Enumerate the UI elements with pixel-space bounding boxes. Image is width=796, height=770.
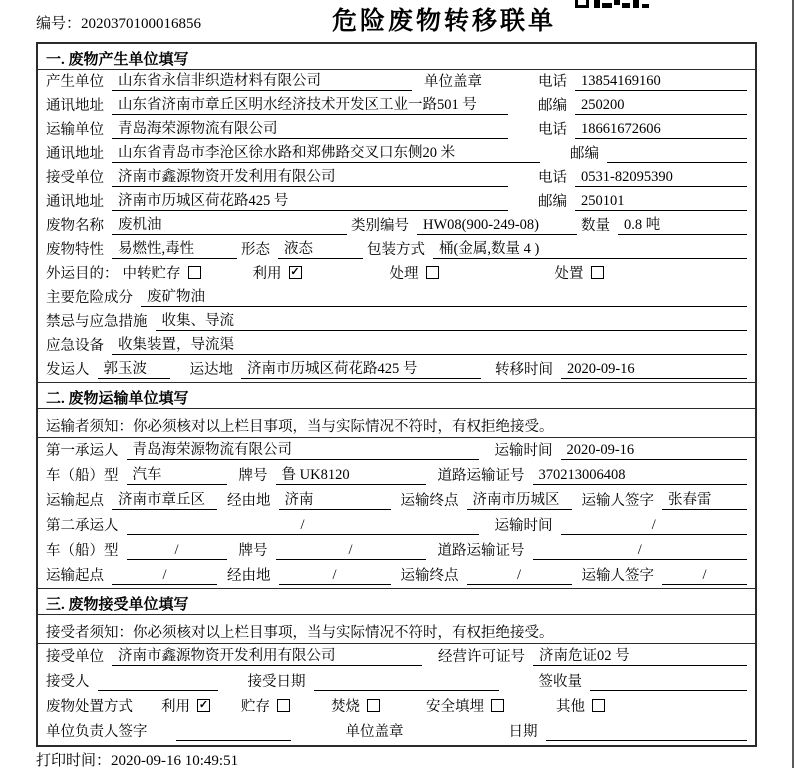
field-transfer-date xyxy=(495,360,747,379)
form-row xyxy=(46,238,747,262)
outbound-purpose-label: 外运目的： xyxy=(46,266,119,282)
field-label: 主要危险成分 xyxy=(46,290,133,306)
checkbox-label: 利用 xyxy=(161,699,190,715)
field-producer-phone xyxy=(538,72,747,91)
serial-label: 编号： xyxy=(36,16,82,32)
section-transport-title: 二. 废物运输单位填写 xyxy=(38,383,755,409)
section-receiver-rows xyxy=(38,644,755,744)
field-waste-form xyxy=(241,240,363,259)
field-value-underline xyxy=(176,723,291,741)
field-vehicle-type-1 xyxy=(46,466,227,485)
field-label: 电话 xyxy=(538,74,567,90)
form-row xyxy=(46,719,747,744)
field-label: 运输起点 xyxy=(46,493,104,509)
company-seal-label: 单位盖章 xyxy=(424,74,482,90)
field-transport-destination-2 xyxy=(401,566,572,585)
field-value-underline: / xyxy=(662,566,747,585)
checkbox-item-disposal-safe-landfill xyxy=(426,698,504,716)
field-carrier-signature-2 xyxy=(582,566,748,585)
checkbox-item-disposal-incinerate xyxy=(331,698,380,716)
receiver-notice: 接受者须知：你必须核对以上栏目事项，当与实际情况不符时，有权拒绝接受。 xyxy=(38,615,755,644)
checkbox-item-disposal-storage xyxy=(241,698,290,716)
form-row xyxy=(46,563,747,588)
field-label: 车（船）型 xyxy=(46,468,119,484)
checkbox-item-purpose-dispose xyxy=(555,265,604,283)
field-via-place-1 xyxy=(227,491,391,510)
field-value-underline xyxy=(314,673,499,691)
checkbox-item-purpose-treat xyxy=(390,265,439,283)
field-value-underline: 0.8 吨 xyxy=(618,216,747,235)
field-label: 发运人 xyxy=(46,362,90,378)
field-receipt-date xyxy=(248,673,499,691)
form-row xyxy=(46,286,747,310)
field-label: 包装方式 xyxy=(367,242,425,258)
field-waste-name xyxy=(46,216,347,235)
checkbox-unchecked-icon xyxy=(277,699,290,712)
checkbox-unchecked-icon xyxy=(592,699,605,712)
form-row xyxy=(46,438,747,463)
field-taboo-emergency-measures xyxy=(46,312,747,331)
field-value-underline: 山东省青岛市李沧区徐水路和郑佛路交叉口东侧20 米 xyxy=(112,144,540,163)
field-main-hazardous-component xyxy=(46,288,747,307)
field-first-carrier xyxy=(46,441,479,460)
field-second-carrier xyxy=(46,516,479,535)
disposal-method-label: 废物处置方式 xyxy=(46,699,133,715)
form-row xyxy=(46,142,747,166)
field-road-permit-1 xyxy=(438,466,748,485)
checkbox-unchecked-icon xyxy=(591,266,604,279)
field-value-underline: 250101 xyxy=(575,192,747,211)
form-row xyxy=(46,358,747,382)
manifest-form xyxy=(36,42,757,747)
checkbox-label: 处理 xyxy=(389,266,419,282)
field-label: 单位负责人签字 xyxy=(46,724,148,740)
form-row xyxy=(46,94,747,118)
field-received-quantity xyxy=(539,673,748,691)
checkbox-unchecked-icon xyxy=(426,266,439,279)
form-row xyxy=(46,190,747,214)
field-value-underline xyxy=(607,145,747,163)
field-label: 第一承运人 xyxy=(46,443,119,459)
checkbox-label: 利用 xyxy=(252,266,282,282)
field-value-underline: 济南市鑫源物资开发利用有限公司 xyxy=(112,168,508,187)
field-value-underline: 山东省永信非织造材料有限公司 xyxy=(112,72,412,91)
field-label: 运输人签字 xyxy=(581,568,654,584)
field-value-underline: / xyxy=(279,566,391,585)
page-edge-line xyxy=(792,0,794,768)
checkbox-checked-icon: ✓ xyxy=(290,265,300,278)
field-value-underline: 郭玉波 xyxy=(98,360,170,379)
field-label: 电话 xyxy=(538,122,567,138)
section-receiver-title: 三. 废物接受单位填写 xyxy=(38,589,755,615)
field-waste-quantity xyxy=(581,216,747,235)
checkbox-label: 安全填埋 xyxy=(426,699,484,715)
field-waste-characteristics xyxy=(46,240,237,259)
field-label: 日期 xyxy=(508,724,538,740)
field-label: 转移时间 xyxy=(495,362,553,378)
checkbox-checked-icon: ✓ xyxy=(198,698,209,711)
checkbox-unchecked-icon xyxy=(491,699,504,712)
field-label: 形态 xyxy=(241,242,270,258)
field-transporter-postcode xyxy=(570,145,747,163)
field-value-underline: 2020-09-16 xyxy=(561,360,747,379)
form-row xyxy=(46,538,747,563)
field-value-underline: 济南市鑫源物资开发利用有限公司 xyxy=(112,647,422,666)
field-transport-date-2 xyxy=(495,516,748,535)
form-row xyxy=(46,488,747,513)
field-destination xyxy=(190,360,482,379)
field-label: 经营许可证号 xyxy=(438,649,525,665)
checkbox-item-purpose-utilize xyxy=(253,265,302,283)
section-producer-rows xyxy=(38,70,755,382)
checkbox-label: 焚烧 xyxy=(331,699,360,715)
field-value-underline: 山东省济南市章丘区明水经济技术开发区工业一路501 号 xyxy=(112,96,508,115)
field-transport-origin-2 xyxy=(46,566,217,585)
field-recipient xyxy=(46,673,218,691)
field-receiver-unit xyxy=(46,168,508,187)
field-plate-number-2 xyxy=(239,541,426,560)
field-label: 邮编 xyxy=(570,146,599,162)
field-label: 数量 xyxy=(581,218,610,234)
field-value-underline: HW08(900-249-08) xyxy=(417,216,577,235)
field-value-underline: 济南 xyxy=(279,491,391,510)
field-road-permit-2 xyxy=(438,541,748,560)
field-responsible-person-signature xyxy=(46,723,291,741)
print-time xyxy=(36,749,238,770)
field-value-underline: 18661672606 xyxy=(575,120,747,139)
field-label: 牌号 xyxy=(238,543,268,559)
checkbox-item-disposal-other xyxy=(556,698,605,716)
field-label: 邮编 xyxy=(538,98,567,114)
field-producer-postcode xyxy=(538,96,747,115)
field-label: 应急设备 xyxy=(46,338,104,354)
field-value-underline: 济南市历城区荷花路425 号 xyxy=(241,360,481,379)
field-value-underline: 0531-82095390 xyxy=(575,168,747,187)
field-label: 接受单位 xyxy=(46,649,104,665)
field-value-underline: / xyxy=(467,566,572,585)
field-label: 运输终点 xyxy=(400,493,459,509)
field-label: 第二承运人 xyxy=(46,518,119,534)
field-value-underline: 青岛海荣源物流有限公司 xyxy=(127,441,479,460)
section-transport xyxy=(38,382,755,588)
field-value-underline: 370213006408 xyxy=(533,466,748,485)
checkbox-label: 处置 xyxy=(554,266,584,282)
field-value-underline: 易燃性,毒性 xyxy=(112,240,237,259)
field-label: 接受单位 xyxy=(46,170,104,186)
field-transport-origin-1 xyxy=(46,491,217,510)
section-producer-title: 一. 废物产生单位填写 xyxy=(38,44,755,70)
checkbox-label: 其他 xyxy=(556,699,585,715)
field-label: 道路运输证号 xyxy=(437,468,525,484)
field-label: 运输时间 xyxy=(494,443,553,459)
field-via-place-2 xyxy=(227,566,391,585)
serial-value: 2020370100016856 xyxy=(81,16,202,32)
print-time-label: 打印时间： xyxy=(36,753,112,769)
form-row xyxy=(46,463,747,488)
field-transporter-unit xyxy=(46,120,508,139)
field-value-underline xyxy=(590,673,747,691)
field-label: 禁忌与应急措施 xyxy=(46,314,148,330)
field-receiver-postcode xyxy=(538,192,747,211)
form-row xyxy=(46,262,747,286)
section-transport-rows xyxy=(38,438,755,588)
field-plate-number-1 xyxy=(239,466,426,485)
field-producer-address xyxy=(46,96,508,115)
field-emergency-equipment xyxy=(46,336,747,355)
form-row xyxy=(46,310,747,334)
field-label: 通讯地址 xyxy=(46,146,104,162)
section-producer xyxy=(38,44,755,382)
field-value-underline: 济南市章丘区 xyxy=(112,491,217,510)
print-time-value: 2020-09-16 10:49:51 xyxy=(111,753,239,769)
field-label: 运输起点 xyxy=(46,568,104,584)
field-value-underline: 2020-09-16 xyxy=(561,441,748,460)
field-value-underline: / xyxy=(276,541,426,560)
field-transporter-address xyxy=(46,144,540,163)
field-label: 车（船）型 xyxy=(46,543,119,559)
field-value-underline: 废矿物油 xyxy=(141,288,747,307)
field-value-underline: / xyxy=(561,516,748,535)
field-label: 签收量 xyxy=(538,674,582,690)
form-row xyxy=(46,166,747,190)
field-label: 运输人签字 xyxy=(581,493,654,509)
form-row xyxy=(46,694,747,719)
field-value-underline: 汽车 xyxy=(127,466,227,485)
field-label: 邮编 xyxy=(538,194,567,210)
field-value-underline: 250200 xyxy=(575,96,747,115)
field-consignor xyxy=(46,360,170,379)
field-label: 产生单位 xyxy=(46,74,104,90)
field-label: 运达地 xyxy=(189,362,233,378)
field-value-underline: 济南市历城区 xyxy=(467,491,572,510)
checkbox-unchecked-icon xyxy=(367,699,380,712)
field-label: 接受日期 xyxy=(247,674,306,690)
field-value-underline xyxy=(546,723,748,741)
field-vehicle-type-2 xyxy=(46,541,227,560)
field-value-underline: / xyxy=(127,541,227,560)
checkbox-unchecked-icon xyxy=(188,266,201,279)
form-row xyxy=(46,214,747,238)
field-transporter-phone xyxy=(538,120,747,139)
field-receiving-unit xyxy=(46,647,422,666)
field-label: 电话 xyxy=(538,170,567,186)
field-carrier-signature-1 xyxy=(582,491,748,510)
field-label: 运输终点 xyxy=(400,568,459,584)
field-business-permit-number xyxy=(438,647,747,666)
form-row xyxy=(46,118,747,142)
field-receiver-address xyxy=(46,192,508,211)
field-label: 牌号 xyxy=(238,468,268,484)
field-transport-date-1 xyxy=(495,441,748,460)
form-row xyxy=(46,334,747,358)
field-value-underline: 废机油 xyxy=(112,216,347,235)
field-packaging-method xyxy=(367,240,747,259)
field-label: 道路运输证号 xyxy=(437,543,525,559)
field-value-underline: 鲁 UK8120 xyxy=(276,466,426,485)
section-receiver xyxy=(38,588,755,744)
checkbox-item-disposal-utilize xyxy=(161,698,210,716)
field-value-underline: 青岛海荣源物流有限公司 xyxy=(112,120,508,139)
field-value-underline: 13854169160 xyxy=(575,72,747,91)
field-label: 通讯地址 xyxy=(46,194,104,210)
field-seal-date xyxy=(509,723,748,741)
field-label: 运输时间 xyxy=(494,518,553,534)
field-value-underline: 桶(金属,数量 4 ) xyxy=(433,240,747,259)
form-row xyxy=(46,513,747,538)
field-label: 接受人 xyxy=(46,674,90,690)
field-label: 通讯地址 xyxy=(46,98,104,114)
field-value-underline: / xyxy=(112,566,217,585)
field-value-underline: / xyxy=(127,516,479,535)
field-label: 运输单位 xyxy=(46,122,104,138)
form-row xyxy=(46,644,747,669)
field-value-underline: 收集装置，导流渠 xyxy=(112,336,747,355)
unit-seal-label: 单位盖章 xyxy=(345,724,404,740)
transporter-notice: 运输者须知：你必须核对以上栏目事项，当与实际情况不符时，有权拒绝接受。 xyxy=(38,409,755,438)
field-value-underline xyxy=(98,673,218,691)
field-value-underline: 张春雷 xyxy=(662,491,747,510)
checkbox-item-purpose-transfer-storage xyxy=(123,265,201,283)
field-label: 类别编号 xyxy=(351,218,409,234)
field-label: 废物特性 xyxy=(46,242,104,258)
checkbox-label: 中转贮存 xyxy=(122,266,181,282)
page-title: 危险废物转移联单 xyxy=(331,8,556,35)
checkbox-label: 贮存 xyxy=(241,699,270,715)
field-value-underline: 济南市历城区荷花路425 号 xyxy=(112,192,508,211)
field-label: 经由地 xyxy=(227,493,271,509)
field-value-underline: 液态 xyxy=(278,240,363,259)
field-value-underline: 收集、导流 xyxy=(156,312,748,331)
form-row xyxy=(46,70,747,94)
form-row xyxy=(46,669,747,694)
field-waste-category-code xyxy=(351,216,577,235)
field-receiver-phone xyxy=(538,168,747,187)
field-producer-unit xyxy=(46,72,412,91)
field-label: 废物名称 xyxy=(46,218,104,234)
field-label: 经由地 xyxy=(227,568,271,584)
qr-code-fragment xyxy=(575,0,651,8)
field-value-underline: / xyxy=(533,541,748,560)
field-transport-destination-1 xyxy=(401,491,572,510)
field-value-underline: 济南危证02 号 xyxy=(533,647,747,666)
